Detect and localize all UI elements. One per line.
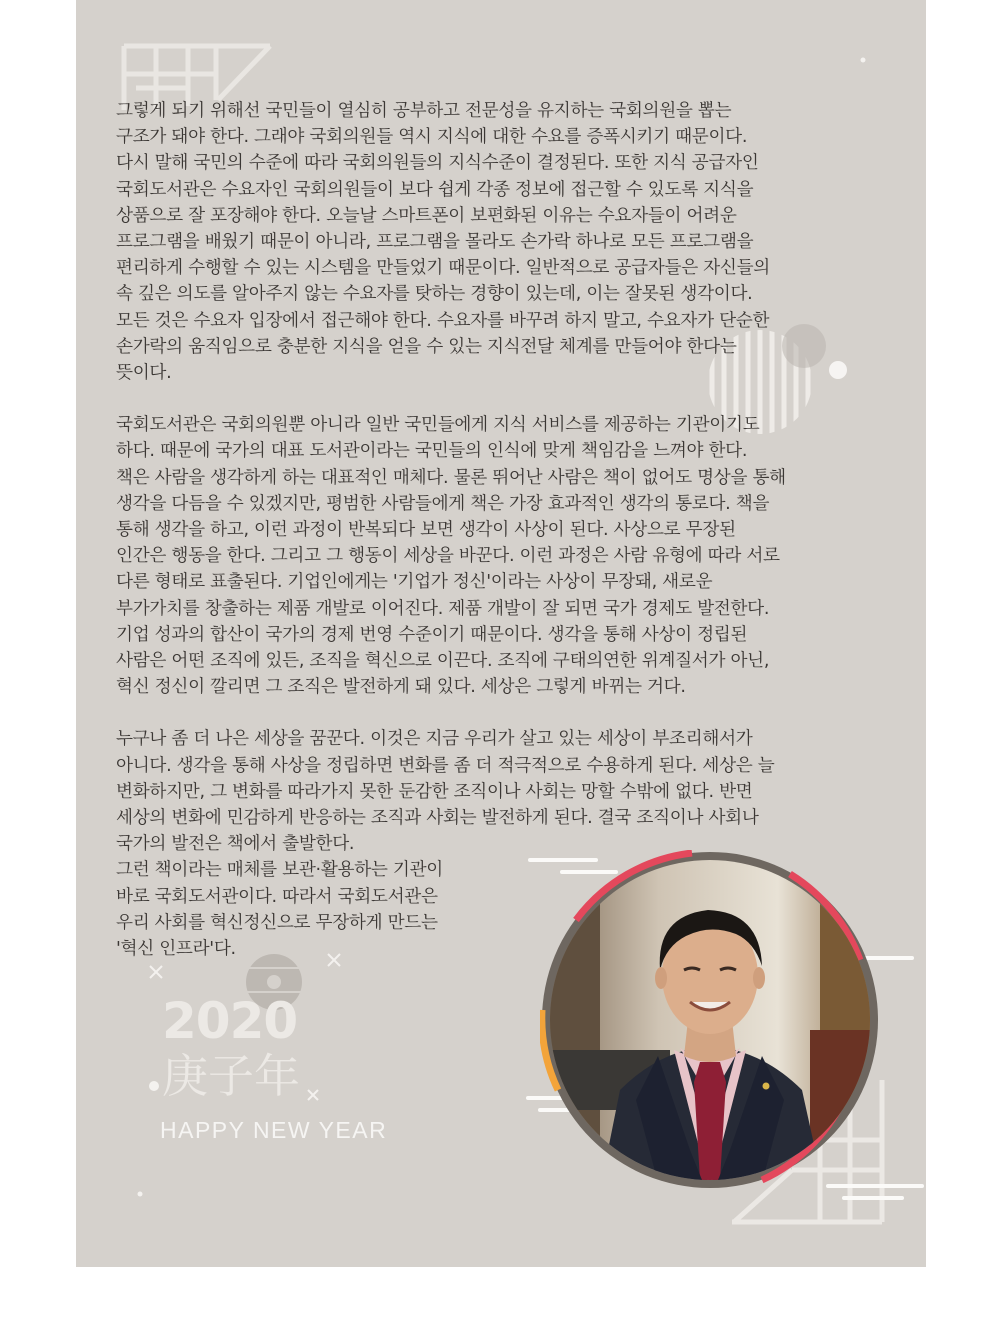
paragraph-1: 그렇게 되기 위해선 국민들이 열심히 공부하고 전문성을 유지하는 국회의원을 뽑는 구조가 돼야 한다. 그래야 국회의원들 역시 지식에 대한 수요를 증폭시키기 때문이다. 다시 말해 국민의 수준에 따라 국회의원들의 지식수준이 결정된다. 또한 지식 공급자인 국회도서관은 수요자인 국회의원들이 보다 쉽게 각종 정보에 접근할 수 있도록 지식을 상품으로 잘 포장해야 한다. 오늘날 스마트폰이 보편화된 이유는 수요자들이 어려운 프로그램을 배웠기 때문이 아니라, 프로그램을 몰라도 손가락 하나로 모든 프로그램을 편리하게 수행할 수 있는 시스템을 만들었기 때문이다. 일반적으로 공급자들은 자신들의 속 깊은 의도를 알아주지 않는 수요자를 탓하는 경향이 있는데, 이는 잘못된 생각이다. 모든 것은 수요자 입장에서 접근해야 한다. 수요자를 바꾸려 하지 말고, 수요자가 단순한 손가락의 움직임으로 충분한 지식을 얻을 수 있는 지식전달 체계를 만들어야 한다는 뜻이다. xyxy=(116,101,770,384)
paragraph-2: 국회도서관은 국회의원뿐 아니라 일반 국민들에게 지식 서비스를 제공하는 기관이기도 하다. 때문에 국가의 대표 도서관이라는 국민들의 인식에 맞게 책임감을 느껴야 한다. 책은 사람을 생각하게 하는 대표적인 매체다. 물론 뛰어난 사람은 책이 없어도 명상을 통해 생각을 다듬을 수 있겠지만, 평범한 사람들에게 책은 가장 효과적인 생각의 통로다. 책을 통해 생각을 하고, 이런 과정이 반복되다 보면 생각이 사상이 된다. 사상으로 무장된 인간은 행동을 한다. 그리고 그 행동이 세상을 바꾼다. 이런 과정은 사람 유형에 따라 서로 다른 형태로 표출된다. 기업인에게는 '기업가 정신'이라는 사상이 무장돼, 새로운 부가가치를 창출하는 제품 개발로 이어진다. 제품 개발이 잘 되면 국가 경제도 발전한다. 기업 성과의 합산이 국가의 경제 번영 수준이기 때문이다. 생각을 통해 사상이 정립된 사람은 어떤 조직에 있든, 조직을 혁신으로 이끈다. 조직에 구태의연한 위계질서가 아닌, 혁신 정신이 깔리면 그 조직은 발전하게 돼 있다. 세상은 그렇게 바뀌는 거다. xyxy=(116,415,786,698)
paragraph-3: 누구나 좀 더 나은 세상을 꿈꾼다. 이것은 지금 우리가 살고 있는 세상이 부조리해서가 아니다. 생각을 통해 사상을 정립하면 변화를 좀 더 적극적으로 수용하게 된다. 세상은 늘 변화하지만, 그 변화를 따라가지 못한 둔감한 조직이나 사회는 망할 수밖에 없다. 반면 세상의 변화에 민감하게 반응하는 조직과 사회는 발전하게 된다. 결국 조직이나 사회나 국가의 발전은 책에서 출발한다. xyxy=(116,729,775,855)
article-body xyxy=(116,98,906,962)
paragraph-4: 그런 책이라는 매체를 보관·활용하는 기관이 바로 국회도서관이다. 따라서 국회도서관은 우리 사회를 혁신정신으로 무장하게 만드는 '혁신 인프라'다. xyxy=(116,860,443,960)
portrait-photo xyxy=(540,850,880,1190)
ganji-label: 庚子年 xyxy=(162,1049,300,1103)
year-label: 2020 xyxy=(162,992,298,1050)
greeting-label: HAPPY NEW YEAR xyxy=(160,1117,388,1143)
letter-panel xyxy=(76,0,926,1267)
